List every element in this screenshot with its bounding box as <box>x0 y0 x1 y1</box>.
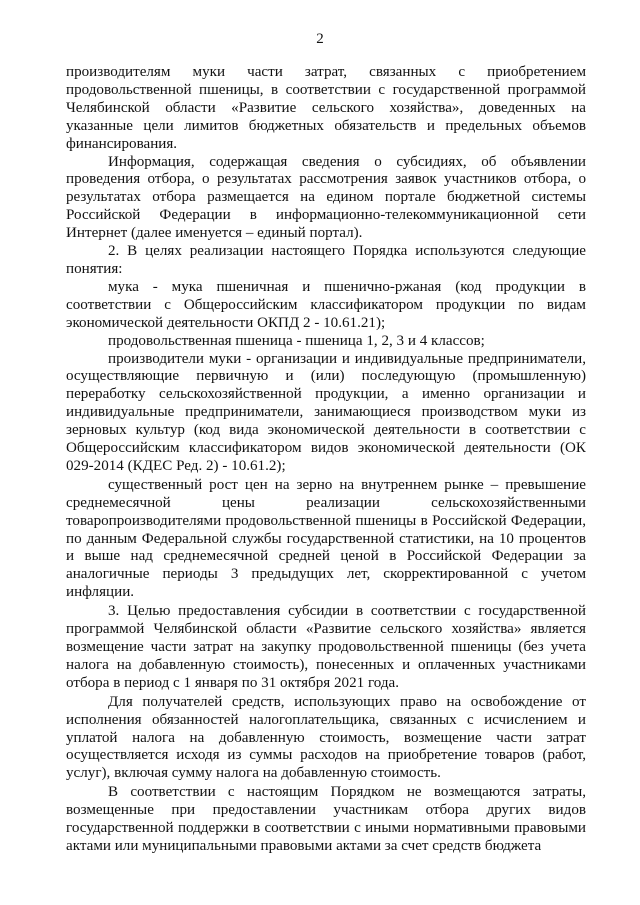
paragraph-9: Для получателей средств, использующих право на освобождение от исполнения обязанностей налогоплательщика, связанных с исчислением и уплатой налога на добавленную стоимость, возмещение части затрат осуществляется исходя из суммы расходов на приобретение товаров (работ, услуг), включая сумму налога на добавленную стоимость. <box>66 693 586 782</box>
paragraph-1: производителям муки части затрат, связанных с приобретением продовольственной пшеницы, в соответствии с государственной программой Челябинской области «Развитие сельского хозяйства», доведенных на указанные цели лимитов бюджетных обязательств и предельных объемов финансирования. <box>66 64 586 152</box>
paragraph-2: Информация, содержащая сведения о субсидиях, об объявлении проведения отбора, о результатах рассмотрения заявок участников отбора, о результатах отбора размещается на едином портале бюджетной системы Российской Федерации в информационно-телекоммуникационной сети Интернет (далее именуется – единый портал). <box>66 153 586 242</box>
paragraph-10: В соответствии с настоящим Порядком не возмещаются затраты, возмещенные при предоставлении участникам отбора других видов государственной поддержки в соответствии с иными нормативными правовыми актами или муниципальными правовыми актами за счет средств бюджета <box>66 784 586 854</box>
paragraph-7: существенный рост цен на зерно на внутреннем рынке – превышение среднемесячной цены реализации сельскохозяйственными товаропроизводителями продовольственной пшеницы в Российской Федерации, по данным Федеральной службы государственной статистики, на 10 процентов и выше над среднемесячной средней ценой в Российской Федерации за аналогичные периоды 3 предыдущих лет, скорректированной с учетом инфляции. <box>66 476 586 601</box>
document-body <box>66 64 586 856</box>
page-number: 2 <box>316 31 324 47</box>
paragraph-3: 2. В целях реализации настоящего Порядка используются следующие понятия: <box>66 243 586 277</box>
paragraph-6: производители муки - организации и индивидуальные предприниматели, осуществляющие первичную и (или) последующую (промышленную) переработку сельскохозяйственной продукции, а именно организации и индивидуальные предприниматели, занимающиеся производством муки из зерновых культур (код вида экономической деятельности в соответствии с Общероссийским классификатором видов экономической деятельности (ОК 029-2014 (КДЕС Ред. 2) - 10.61.2); <box>66 350 586 474</box>
paragraph-8: 3. Целью предоставления субсидии в соответствии с государственной программой Челябинской области «Развитие сельского хозяйства» является возмещение части затрат на закупку продовольственной пшеницы (без учета налога на добавленную стоимость), понесенных и оплаченных участниками отбора в период с 1 января по 31 октября 2021 года. <box>66 603 586 691</box>
paragraph-5: продовольственная пшеница - пшеница 1, 2, 3 и 4 классов; <box>108 332 485 349</box>
paragraph-4: мука - мука пшеничная и пшенично-ржаная (код продукции в соответствии с Общероссийским классификатором продукции по видам экономической деятельности ОКПД 2 - 10.61.21); <box>66 278 586 331</box>
